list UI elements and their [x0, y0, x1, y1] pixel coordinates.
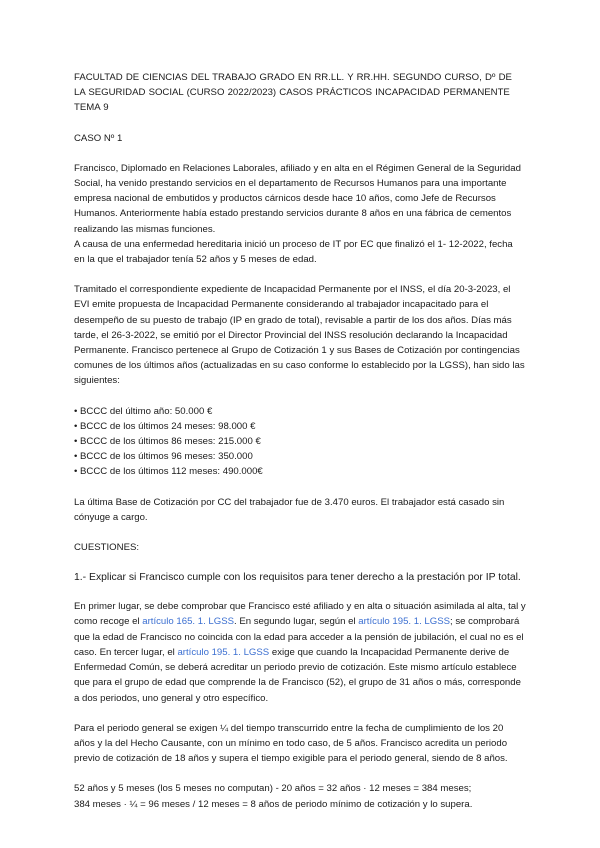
question-1: 1.- Explicar si Francisco cumple con los requisitos para tener derecho a la prestación por IP total.	[74, 572, 521, 584]
questions-title: CUESTIONES:	[74, 542, 140, 554]
answer-text-a3: ; se comprobará que la edad de Francisco no coincida con la edad para acceder a la pensión de jubilación, el cual no es el caso. En tercer lugar, el	[74, 616, 524, 658]
list-item: • BCCC de los últimos 96 meses: 350.000	[74, 451, 253, 463]
answer-text-a4: exige que cuando la Incapacidad Permanente derive de Enfermedad Común, se deberá acreditar un periodo previo de cotización. Este mismo artículo establece que para el grupo de edad que comprende la de Francisco (52), el grupo de 31 años o más, corresponde a dos periodos, uno general y otro específico.	[74, 646, 521, 704]
intro-paragraph-2: A causa de una enfermedad hereditaria inició un proceso de IT por EC que finalizó el 1- 12-2022, fecha en la que el trabajador tenía 52 años y 5 meses de edad.	[74, 238, 513, 266]
legal-reference-link-2[interactable]: artículo 195. 1. LGSS	[358, 616, 451, 628]
answer-text-a2: . En segundo lugar, según el	[234, 616, 359, 628]
case-title: CASO Nº 1	[74, 132, 123, 144]
answer-text-a1: En primer lugar, se debe comprobar que Francisco esté afiliado y en alta o situación asimilada al alta, tal y como recoge el	[74, 601, 526, 628]
header-line-3: TEMA 9	[74, 102, 109, 114]
legal-reference-link-1[interactable]: artículo 165. 1. LGSS	[142, 616, 234, 628]
last-base-paragraph: La última Base de Cotización por CC del trabajador fue de 3.470 euros. El trabajador está casado sin cónyuge a cargo.	[74, 496, 505, 523]
list-item: • BCCC del último año: 50.000 €	[74, 405, 213, 417]
list-item: • BCCC de los últimos 86 meses: 215.000 €	[74, 436, 261, 448]
list-item: • BCCC de los últimos 24 meses: 98.000 €	[74, 420, 256, 432]
calculation-line-2: 384 meses · ¼ = 96 meses / 12 meses = 8 años de periodo mínimo de cotización y lo supera.	[74, 798, 473, 810]
legal-reference-link-3[interactable]: artículo 195. 1. LGSS	[177, 646, 270, 658]
list-item: • BCCC de los últimos 112 meses: 490.000€	[74, 466, 263, 478]
calculation-line-1: 52 años y 5 meses (los 5 meses no computan) - 20 años = 32 años · 12 meses = 384 meses;	[74, 783, 472, 795]
header-line-1: FACULTAD DE CIENCIAS DEL TRABAJO GRADO EN RR.LL. Y RR.HH. SEGUNDO CURSO, Dº DE	[74, 72, 512, 83]
answer-paragraph-1	[74, 599, 526, 705]
document-header	[74, 70, 526, 116]
intro-paragraph-1: Francisco, Diplomado en Relaciones Laborales, afiliado y en alta en el Régimen General de la Seguridad Social, ha venido prestando servicios en el departamento de Recursos Humanos para una importante empresa nacional de embutidos y productos cárnicos desde hace 10 años, como Jefe de Recursos Humanos. Anteriormente había estado prestando servicios durante 8 años en una fábrica de cementos realizando las mismas funciones.	[74, 162, 521, 235]
intro-paragraph-3: Tramitado el correspondiente expediente de Incapacidad Permanente por el INSS, el día 20-3-2023, el EVI emite propuesta de Incapacidad Permanente considerando al trabajador incapacitado para el desempeño de su puesto de trabajo (IP en grado de total), revisable a partir de los dos años. Días más tarde, el 26-3-2022, se emitió por el Director Provincial del INSS resolución declarando la Incapacidad Permanente. Francisco pertenece al Grupo de Cotización 1 y sus Bases de Cotización por contingencias comunes de los últimos años (actualizadas en su caso conforme lo establecido por la LGSS), han sido las siguientes:	[74, 284, 525, 387]
bases-list	[74, 404, 526, 480]
document-page	[74, 70, 526, 812]
header-line-2: LA SEGURIDAD SOCIAL (CURSO 2022/2023) CASOS PRÁCTICOS INCAPACIDAD PERMANENTE	[74, 87, 510, 99]
answer-paragraph-2: Para el periodo general se exigen ¼ del tiempo transcurrido entre la fecha de cumplimiento de los 20 años y la del Hecho Causante, con un mínimo en todo caso, de 5 años. Francisco acredita un periodo previo de cotización de 18 años y supera el tiempo exigible para el periodo general, siendo de 8 años.	[74, 722, 508, 765]
